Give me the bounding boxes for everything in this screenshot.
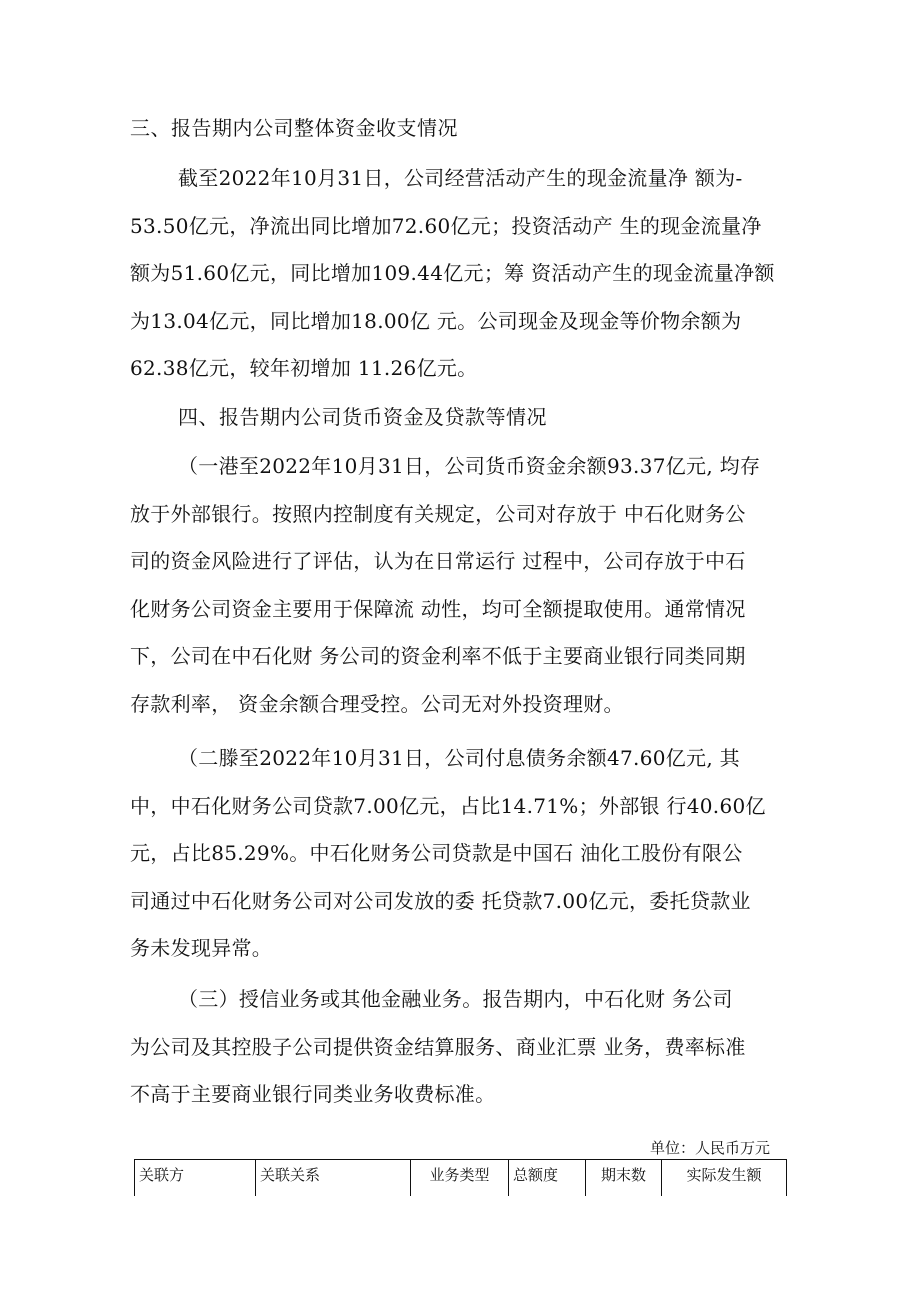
- text-line: 放于外部银行。按照内控制度有关规定，公司对存放于 中石化财务公: [130, 501, 746, 526]
- text-line: 中，中石化财务公司贷款7.00亿元，占比14.71%；外部银 行40.60亿: [130, 793, 766, 818]
- section-4-paragraph-1: [130, 443, 798, 728]
- text-line: 62.38亿元，较年初增加 11.26亿元。: [130, 356, 478, 380]
- table-header-row: [135, 1160, 787, 1197]
- table-header-cell: 业务类型: [411, 1160, 509, 1197]
- text-line: 务未发现异常。: [130, 936, 273, 960]
- table-header-cell: 总额度: [509, 1160, 586, 1197]
- text-line: （二滕至2022年10月31日，公司付息债务余额47.60亿元, 其: [178, 746, 740, 770]
- table-header-cell: 期末数: [586, 1160, 662, 1197]
- text-line: 为公司及其控股子公司提供资金结算服务、商业汇票 业务，费率标准: [130, 1034, 746, 1059]
- section-4-paragraph-3: [130, 976, 798, 1119]
- table-header-cell: 实际发生额: [662, 1160, 787, 1197]
- text-line: 53.50亿元，净流出同比增加72.60亿元；投资活动产 生的现金流量净: [130, 213, 762, 238]
- section-4-heading: 四、报告期内公司货币资金及贷款等情况: [178, 405, 547, 429]
- text-line: （一港至2022年10月31日，公司货币资金余额93.37亿元, 均存: [178, 454, 761, 478]
- section-4-paragraph-2: [130, 735, 798, 973]
- text-line: 司通过中石化财务公司对公司发放的委 托贷款7.00亿元，委托贷款业: [130, 888, 751, 913]
- text-line: 截至2022年10月31日，公司经营活动产生的现金流量净 额为-: [178, 166, 743, 190]
- text-line: 存款利率， 资金余额合理受控。公司无对外投资理财。: [130, 691, 624, 716]
- unit-label: 单位：人民币万元: [649, 1139, 770, 1157]
- text-line: 为13.04亿元，同比增加18.00亿 元。公司现金及现金等价物余额为: [130, 308, 742, 333]
- text-line: 下，公司在中石化财 务公司的资金利率不低于主要商业银行同类同期: [130, 644, 746, 668]
- text-line: （三）授信业务或其他金融业务。报告期内，中石化财 务公司: [178, 987, 733, 1011]
- text-line: 额为51.60亿元，同比增加109.44亿元；筹 资活动产生的现金流量净额: [130, 261, 775, 285]
- related-party-table: [134, 1159, 787, 1196]
- text-line: 化财务公司资金主要用于保障流 动性，均可全额提取使用。通常情况: [130, 596, 746, 621]
- text-line: 不高于主要商业银行同类业务收费标准。: [130, 1082, 496, 1106]
- section-3-heading: 三、报告期内公司整体资金收支情况: [130, 116, 458, 140]
- section-3-paragraph: [130, 155, 798, 393]
- table-header-cell: 关联方: [135, 1160, 256, 1197]
- table-header-cell: 关联关系: [256, 1160, 411, 1197]
- text-line: 司的资金风险进行了评估，认为在日常运行 过程中，公司存放于中石: [130, 549, 746, 573]
- text-line: 元，占比85.29%。中石化财务公司贷款是中国石 油化工股份有限公: [130, 841, 743, 865]
